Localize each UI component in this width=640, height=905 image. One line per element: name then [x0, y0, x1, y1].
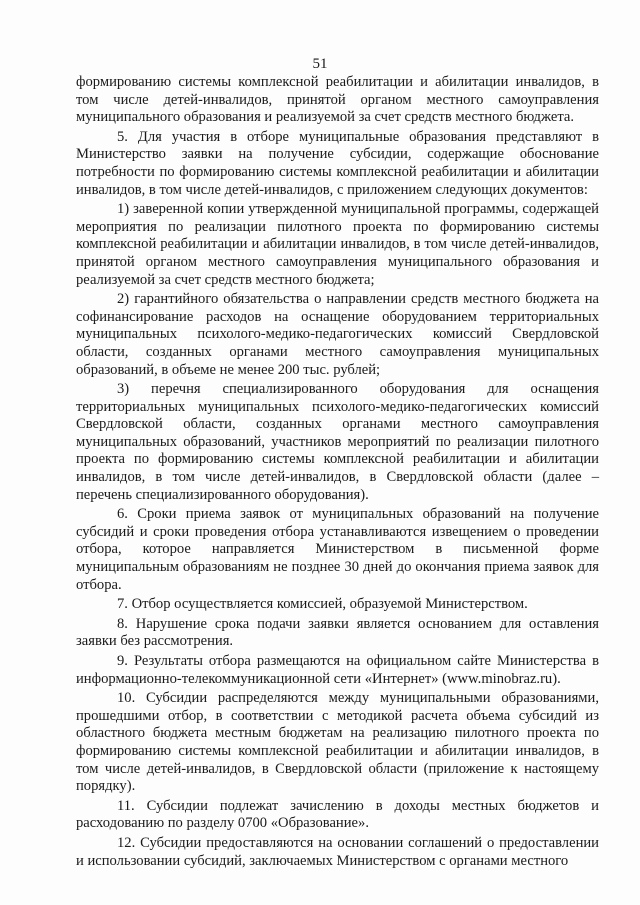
paragraph-subitem-2: 2) гарантийного обязательства о направлении средств местного бюджета на софинансирование расходов на оснащение оборудованием территориальных муниципальных психолого-медико-педагогических комиссий Свердловской области, созданных органами местного самоуправления муниципальных образований, в объеме не менее 200 тыс. рублей;: [76, 291, 599, 378]
paragraph-item-10: 10. Субсидии распределяются между муниципальными образованиями, прошедшими отбор, в соответствии с методикой расчета объема субсидий из областного бюджета местным бюджетам на реализацию пилотного проекта по формированию системы комплексной реабилитации и абилитации инвалидов, в том числе детей-инвалидов, в Свердловской области (приложение к настоящему порядку).: [76, 690, 599, 795]
paragraph-continuation: формированию системы комплексной реабилитации и абилитации инвалидов, в том числе детей-инвалидов, принятой органом местного самоуправления муниципального образования и реализуемой за счет средств местного бюджета.: [76, 74, 599, 126]
paragraph-item-8: 8. Нарушение срока подачи заявки является основанием для оставления заявки без рассмотрения.: [76, 615, 599, 650]
paragraph-item-11: 11. Субсидии подлежат зачислению в доходы местных бюджетов и расходованию по разделу 0700 «Образование».: [76, 797, 599, 832]
page-number: 51: [312, 56, 328, 72]
paragraph-item-12: 12. Субсидии предоставляются на основании соглашений о предоставлении и использовании субсидий, заключаемых Министерством с органами местного: [76, 834, 599, 869]
paragraph-item-7: 7. Отбор осуществляется комиссией, образуемой Министерством.: [117, 596, 528, 613]
paragraph-item-9: 9. Результаты отбора размещаются на официальном сайте Министерства в информационно-телекоммуникационной сети «Интернет» (www.minobraz.ru).: [76, 653, 599, 687]
paragraph-subitem-1: 1) заверенной копии утвержденной муниципальной программы, содержащей мероприятия по реализации пилотного проекта по формированию системы комплексной реабилитации и абилитации инвалидов, в том числе детей-инвалидов, принятой органом местного самоуправления муниципального образования и реализуемой за счет средств местного бюджета;: [76, 201, 599, 288]
paragraph-subitem-3: 3) перечня специализированного оборудования для оснащения территориальных муниципальных психолого-медико-педагогических комиссий Свердловской области, созданных органами местного самоуправления муниципальных образований, участников мероприятий по реализации пилотного проекта по формированию системы комплексной реабилитации и абилитации инвалидов, в том числе детей-инвалидов, в Свердловской области (далее – перечень специализированного оборудования).: [76, 381, 599, 503]
document-body: [76, 74, 599, 872]
paragraph-item-6: 6. Сроки приема заявок от муниципальных образований на получение субсидий и сроки проведения отбора устанавливаются извещением о проведении отбора, которое направляется Министерством в письменной форме муниципальным образованиям не позднее 30 дней до окончания приема заявок для отбора.: [76, 506, 599, 593]
paragraph-item-5: 5. Для участия в отборе муниципальные образования представляют в Министерство заявки на получение субсидии, содержащие обоснование потребности по формированию системы комплексной реабилитации и абилитации инвалидов, в том числе детей-инвалидов, с приложением следующих документов:: [76, 128, 599, 198]
